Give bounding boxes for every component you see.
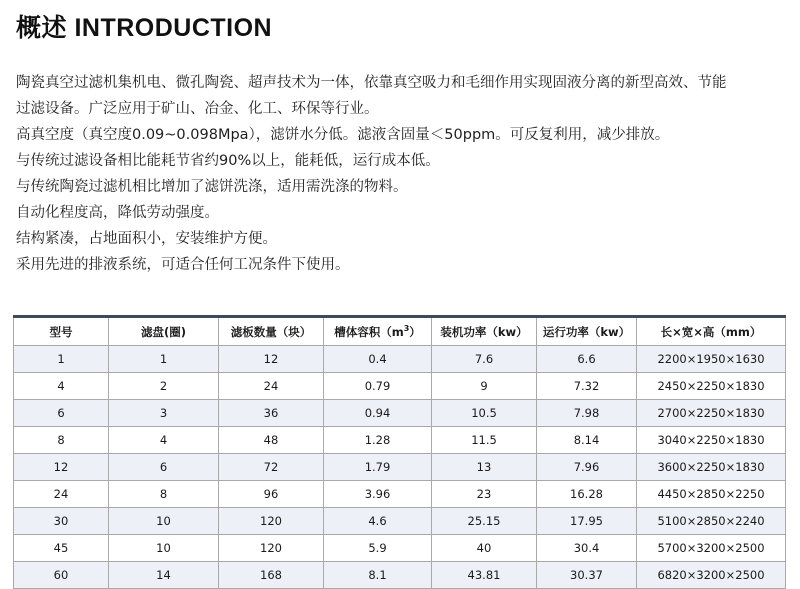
cell-model: 12: [14, 454, 109, 481]
cell-discs: 2: [109, 373, 219, 400]
cell-running-power: 17.95: [537, 508, 637, 535]
cell-volume: 0.79: [324, 373, 432, 400]
spec-table: [13, 315, 786, 589]
table-row: [14, 481, 786, 508]
table-body: [14, 346, 786, 589]
table-row: [14, 373, 786, 400]
cell-model: 6: [14, 400, 109, 427]
cell-discs: 1: [109, 346, 219, 373]
header-discs: 滤盘(圈): [109, 317, 219, 346]
cell-plates: 48: [219, 427, 324, 454]
table-row: [14, 454, 786, 481]
cell-discs: 4: [109, 427, 219, 454]
cell-model: 24: [14, 481, 109, 508]
cell-volume: 1.28: [324, 427, 432, 454]
intro-line: 过滤设备。广泛应用于矿山、冶金、化工、环保等行业。: [16, 101, 379, 117]
page-title: 概述 INTRODUCTION: [16, 14, 273, 42]
cell-discs: 8: [109, 481, 219, 508]
cell-model: 4: [14, 373, 109, 400]
cell-installed-power: 25.15: [432, 508, 537, 535]
cell-model: 45: [14, 535, 109, 562]
cell-discs: 3: [109, 400, 219, 427]
header-volume: [324, 317, 432, 346]
table-row: [14, 562, 786, 589]
cell-running-power: 30.37: [537, 562, 637, 589]
intro-line: 结构紧凑，占地面积小，安装维护方便。: [16, 231, 277, 247]
cell-installed-power: 9: [432, 373, 537, 400]
intro-line: 高真空度（真空度0.09~0.098Mpa），滤饼水分低。滤液含固量＜50ppm。可反复利用，减少排放。: [16, 127, 670, 143]
header-plates: 滤板数量（块）: [219, 317, 324, 346]
cell-installed-power: 10.5: [432, 400, 537, 427]
intro-line: 与传统过滤设备相比能耗节省约90%以上，能耗低，运行成本低。: [16, 153, 440, 169]
cell-volume: 0.94: [324, 400, 432, 427]
cell-running-power: 7.96: [537, 454, 637, 481]
cell-dimensions: 3040×2250×1830: [637, 427, 786, 454]
header-installed-power: 装机功率（kw）: [432, 317, 537, 346]
cell-plates: 36: [219, 400, 324, 427]
cell-discs: 14: [109, 562, 219, 589]
table-row: [14, 535, 786, 562]
cell-plates: 72: [219, 454, 324, 481]
header-running-power: 运行功率（kw）: [537, 317, 637, 346]
cell-model: 30: [14, 508, 109, 535]
table-row: [14, 508, 786, 535]
cell-discs: 6: [109, 454, 219, 481]
table-row: [14, 346, 786, 373]
cell-plates: 12: [219, 346, 324, 373]
cell-volume: 1.79: [324, 454, 432, 481]
header-model: 型号: [14, 317, 109, 346]
intro-line: 自动化程度高，降低劳动强度。: [16, 205, 219, 221]
intro-line: 采用先进的排液系统，可适合任何工况条件下使用。: [16, 257, 350, 273]
cell-dimensions: 3600×2250×1830: [637, 454, 786, 481]
cell-installed-power: 43.81: [432, 562, 537, 589]
cell-running-power: 16.28: [537, 481, 637, 508]
cell-installed-power: 7.6: [432, 346, 537, 373]
cell-dimensions: 4450×2850×2250: [637, 481, 786, 508]
cell-plates: 120: [219, 535, 324, 562]
intro-line: 陶瓷真空过滤机集机电、微孔陶瓷、超声技术为一体，依靠真空吸力和毛细作用实现固液分离的新型高效、节能: [16, 75, 727, 91]
intro-line: 与传统陶瓷过滤机相比增加了滤饼洗涤，适用需洗涤的物料。: [16, 179, 408, 195]
table-row: [14, 400, 786, 427]
cell-plates: 168: [219, 562, 324, 589]
cell-dimensions: 2450×2250×1830: [637, 373, 786, 400]
cell-model: 1: [14, 346, 109, 373]
cell-volume: 5.9: [324, 535, 432, 562]
cell-plates: 24: [219, 373, 324, 400]
cell-running-power: 8.14: [537, 427, 637, 454]
cell-volume: 8.1: [324, 562, 432, 589]
cell-volume: 4.6: [324, 508, 432, 535]
cell-dimensions: 5700×3200×2500: [637, 535, 786, 562]
table-row: [14, 427, 786, 454]
cell-dimensions: 5100×2850×2240: [637, 508, 786, 535]
cell-discs: 10: [109, 508, 219, 535]
cell-installed-power: 11.5: [432, 427, 537, 454]
cell-model: 60: [14, 562, 109, 589]
header-volume-close: ）: [409, 324, 421, 339]
cell-running-power: 7.98: [537, 400, 637, 427]
cell-running-power: 30.4: [537, 535, 637, 562]
cell-running-power: 7.32: [537, 373, 637, 400]
cell-installed-power: 23: [432, 481, 537, 508]
cell-volume: 0.4: [324, 346, 432, 373]
cell-dimensions: 2200×1950×1630: [637, 346, 786, 373]
cell-discs: 10: [109, 535, 219, 562]
header-dimensions: 长×宽×高（mm）: [637, 317, 786, 346]
cell-dimensions: 6820×3200×2500: [637, 562, 786, 589]
table-header-row: [14, 317, 786, 346]
cell-dimensions: 2700×2250×1830: [637, 400, 786, 427]
header-volume-sup: 3: [403, 323, 410, 333]
cell-installed-power: 40: [432, 535, 537, 562]
cell-volume: 3.96: [324, 481, 432, 508]
header-volume-label: 槽体容积（m: [334, 324, 404, 339]
cell-installed-power: 13: [432, 454, 537, 481]
intro-text: [16, 70, 791, 278]
cell-model: 8: [14, 427, 109, 454]
cell-running-power: 6.6: [537, 346, 637, 373]
cell-plates: 96: [219, 481, 324, 508]
cell-plates: 120: [219, 508, 324, 535]
